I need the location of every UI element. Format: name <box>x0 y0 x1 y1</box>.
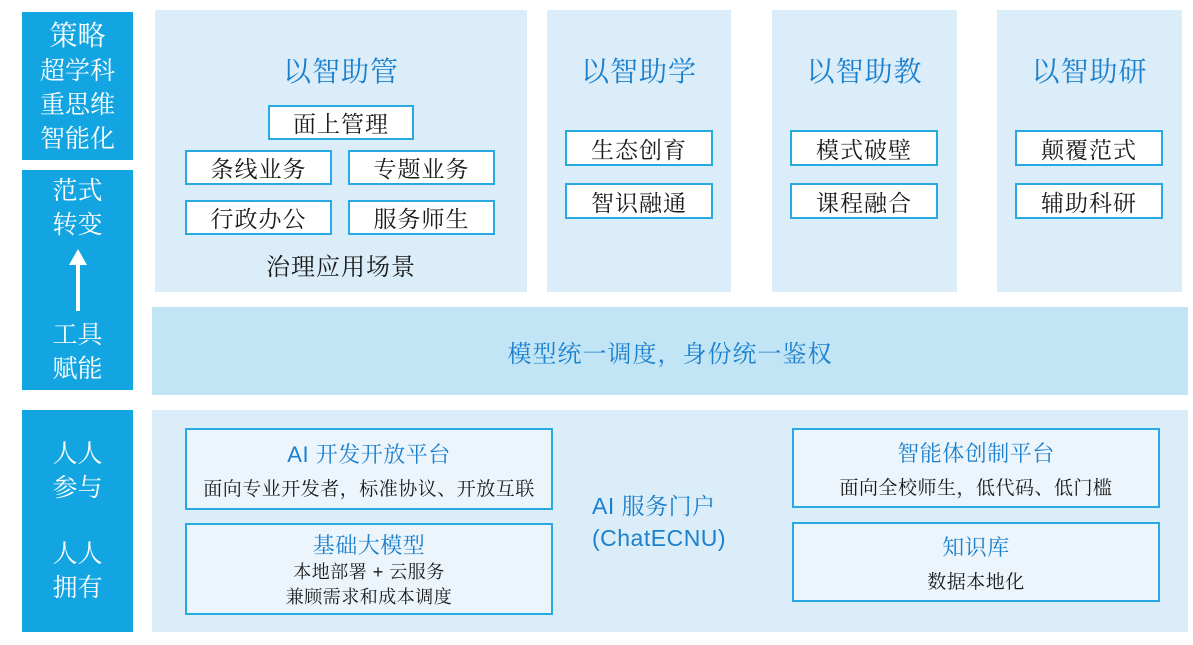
ai-dev-platform-box <box>185 428 553 510</box>
foundation-model-line1: 本地部署 + 云服务 <box>293 561 445 582</box>
knowledge-base-subtitle: 数据本地化 <box>927 571 1025 593</box>
chip-surface-management: 面上管理 <box>268 105 414 140</box>
paradigm-shift-line2: 转变 <box>52 211 103 239</box>
pillar-govern-title: 以智助管 <box>282 56 399 87</box>
pillar-govern-panel <box>155 10 527 292</box>
ai-dev-platform-subtitle: 面向专业开发者，标准协议、开放互联 <box>203 478 535 500</box>
arrow-up-icon <box>67 249 89 311</box>
foundation-model-line2: 兼顾需求和成本调度 <box>285 586 453 607</box>
everyone-participate-line1: 人人 <box>52 440 103 468</box>
tool-empower-line1: 工具 <box>52 321 103 349</box>
chip-serve-staff-students: 服务师生 <box>348 200 495 235</box>
ai-portal-label <box>592 490 726 554</box>
unified-scheduling-text: 模型统一调度，身份统一鉴权 <box>507 340 833 368</box>
chip-special-business: 专题业务 <box>348 150 495 185</box>
chip-paradigm-disruption: 颠覆范式 <box>1015 130 1163 166</box>
ai-portal-name: AI 服务门户 <box>592 493 716 519</box>
chip-admin-office: 行政办公 <box>185 200 332 235</box>
chip-mode-breakthrough: 模式破壁 <box>790 130 938 166</box>
foundation-model-box <box>185 523 553 615</box>
strategy-line-superdiscipline: 超学科 <box>39 56 115 85</box>
everyone-participate-line2: 参与 <box>52 474 103 502</box>
everyone-own-group <box>52 537 102 605</box>
pillar-research-panel <box>997 10 1182 292</box>
agent-builder-box <box>792 428 1160 508</box>
chip-course-fusion: 课程融合 <box>790 183 938 219</box>
knowledge-base-box <box>792 522 1160 602</box>
chip-line-business: 条线业务 <box>185 150 332 185</box>
chip-knowledge-integration: 智识融通 <box>565 183 713 219</box>
pillar-govern-caption: 治理应用场景 <box>266 254 416 281</box>
chip-research-assist: 辅助科研 <box>1015 183 1163 219</box>
agent-builder-subtitle: 面向全校师生，低代码、低门槛 <box>839 477 1113 499</box>
platform-panel <box>152 410 1188 632</box>
unified-scheduling-band <box>152 307 1188 395</box>
pillar-learn-title: 以智助学 <box>580 56 697 87</box>
foundation-model-title: 基础大模型 <box>312 532 426 558</box>
ai-portal-product: (ChatECNU) <box>592 525 727 551</box>
tool-empower-line2: 赋能 <box>52 355 103 383</box>
pillar-learn-panel <box>547 10 731 292</box>
everyone-participate-group <box>52 437 102 505</box>
strategy-label: 策略 <box>49 19 106 51</box>
everyone-own-line2: 拥有 <box>52 574 103 602</box>
pillar-teach-panel <box>772 10 957 292</box>
paradigm-shift-line1: 范式 <box>52 177 103 205</box>
strategy-line-rethinking: 重思维 <box>39 90 115 119</box>
chip-eco-cultivation: 生态创育 <box>565 130 713 166</box>
sidebar-strategy-box <box>22 12 133 160</box>
pillar-research-title: 以智助研 <box>1031 56 1148 87</box>
everyone-own-line1: 人人 <box>52 540 103 568</box>
pillar-teach-title: 以智助教 <box>806 56 923 87</box>
ai-dev-platform-title: AI 开发开放平台 <box>287 441 451 467</box>
strategy-line-intelligent: 智能化 <box>39 124 115 153</box>
sidebar-paradigm-box <box>22 170 133 390</box>
sidebar-everyone-box <box>22 410 133 632</box>
knowledge-base-title: 知识库 <box>942 534 1010 560</box>
agent-builder-title: 智能体创制平台 <box>897 440 1055 466</box>
